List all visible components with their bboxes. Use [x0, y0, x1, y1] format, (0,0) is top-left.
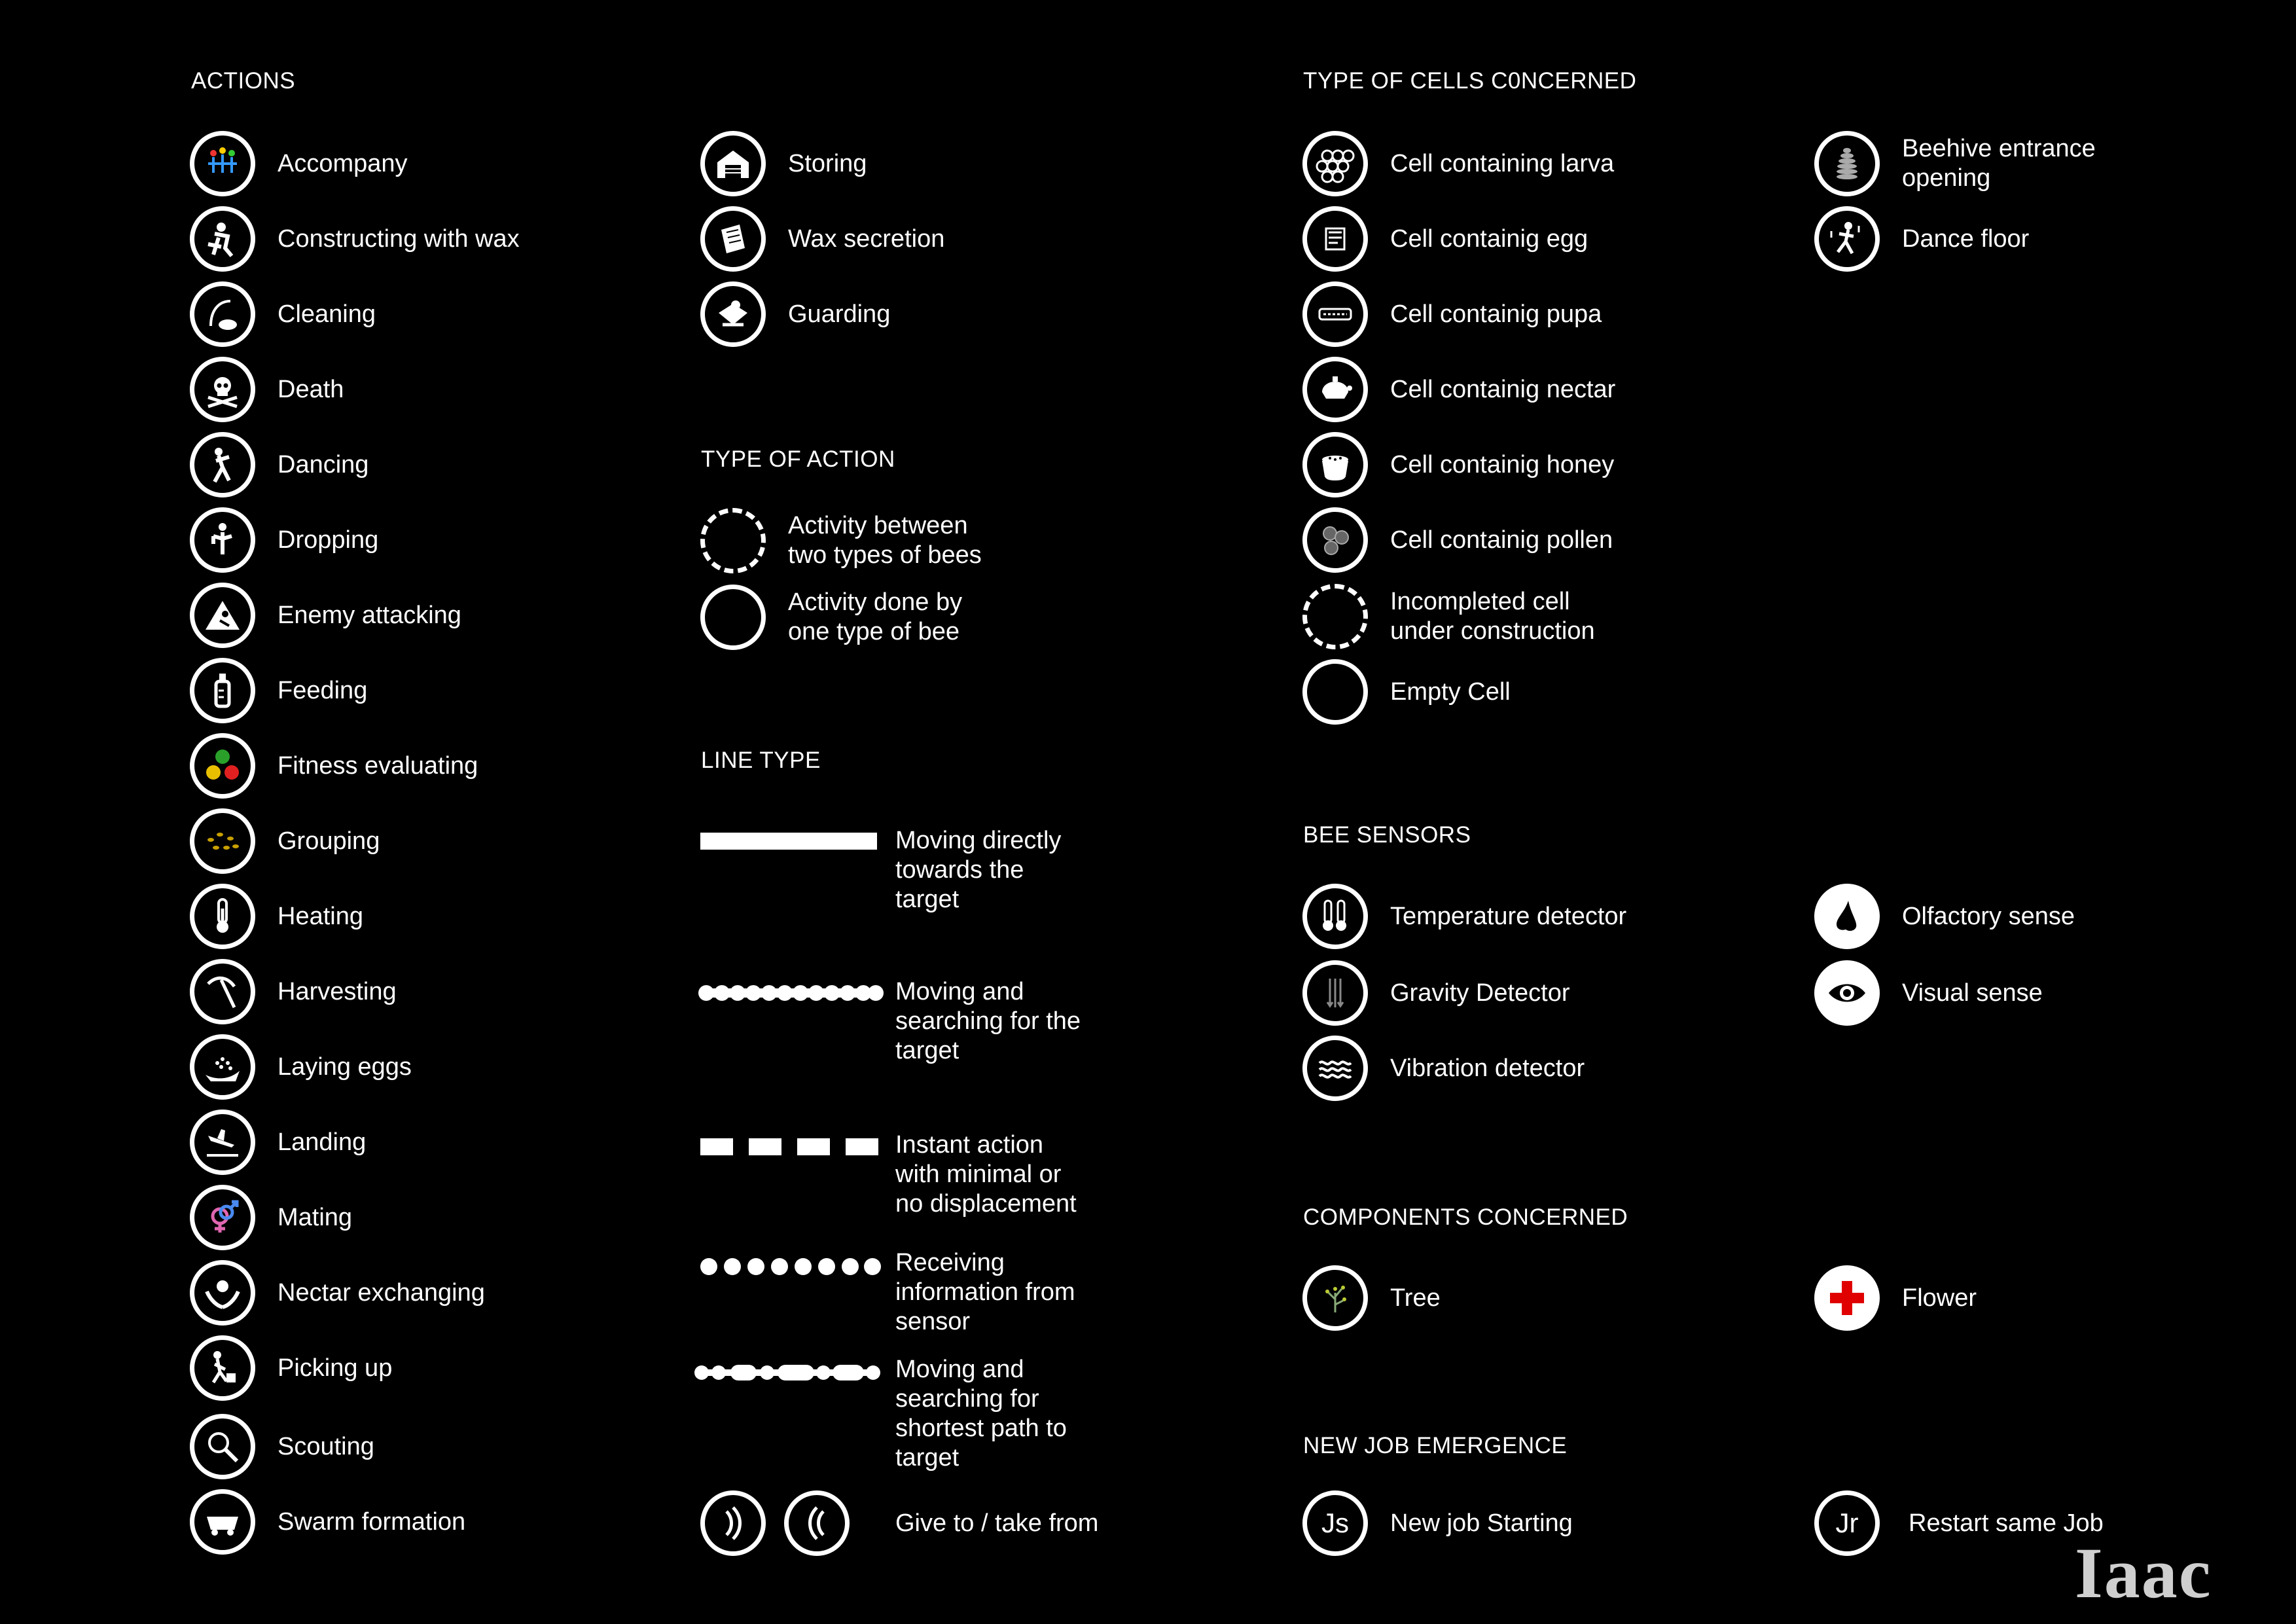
nose-icon: [1814, 884, 1880, 949]
sensor-label: Olfactory sense: [1902, 902, 2075, 930]
gravity-icon: [1302, 960, 1368, 1026]
traffic-light-icon: [190, 733, 255, 799]
cell-label: Cell containig egg: [1390, 225, 1588, 253]
component-label: Tree: [1390, 1284, 1441, 1312]
line-label: Receiving information from sensor: [895, 1249, 1075, 1335]
take-icon: [784, 1490, 850, 1556]
sensor-temperature: [1302, 884, 1626, 949]
magnifier-icon: [190, 1414, 255, 1479]
sensor-visual: [1814, 960, 2043, 1026]
job-label: New job Starting: [1390, 1509, 1573, 1537]
line-label: Give to / take from: [895, 1509, 1099, 1537]
wax-icon: [700, 206, 766, 272]
red-cross-icon: [1814, 1265, 1880, 1331]
dance-floor-icon: [1814, 206, 1880, 272]
jr-icon: Jr: [1814, 1490, 1880, 1556]
beehive-icon: [1814, 131, 1880, 196]
action-label: Dancing: [278, 450, 369, 478]
action-label: Constructing with wax: [278, 225, 520, 253]
cell-label: Beehive entrance opening: [1902, 135, 2096, 192]
action-item-enemy: [190, 583, 461, 648]
component-label: Flower: [1902, 1284, 1977, 1312]
action-label: Mating: [278, 1203, 353, 1231]
bees-group-icon: [190, 808, 255, 874]
action-item-dropping: [190, 507, 378, 573]
dashed-circle-icon: [700, 508, 766, 573]
action-label: Harvesting: [278, 977, 397, 1005]
sensor-gravity: [1302, 960, 1570, 1026]
actions-header: ACTIONS: [191, 68, 296, 94]
action-item-dancing: [190, 432, 368, 497]
action-item-death: [190, 357, 344, 422]
solid-circle-icon: [700, 585, 766, 650]
larva-icon: [1302, 131, 1368, 196]
pupa-icon: [1302, 281, 1368, 347]
attack-icon: [190, 583, 255, 648]
action-item-nectar: [190, 1260, 485, 1326]
cell-label: Cell containig pupa: [1390, 300, 1602, 328]
eggs-hand-icon: [190, 1034, 255, 1100]
action-label: Nectar exchanging: [278, 1278, 485, 1307]
drop-person-icon: [190, 507, 255, 573]
component-flower: [1814, 1265, 1977, 1331]
job-new: [1302, 1490, 1573, 1556]
tree-icon: [1302, 1265, 1368, 1331]
js-icon: Js: [1302, 1490, 1368, 1556]
action-item-picking-up: [190, 1335, 392, 1401]
cell-empty: [1302, 659, 1511, 725]
line-label: Moving and searching for shortest path to target: [895, 1356, 1067, 1471]
iaac-logo: Iaac: [2075, 1533, 2212, 1613]
cell-label: Incompleted cell under construction: [1390, 588, 1595, 645]
action-label: Heating: [278, 902, 363, 930]
honey-pot-icon: [1302, 432, 1368, 497]
action-label: Guarding: [788, 300, 891, 328]
action-item-fitness: [190, 733, 478, 799]
cell-label: Cell containig honey: [1390, 450, 1615, 478]
empty-circle-icon: [1302, 659, 1368, 725]
cell-pollen: [1302, 507, 1613, 573]
line-beads: [698, 982, 885, 1004]
action-item-storing: [700, 131, 867, 196]
action-label: Fitness evaluating: [278, 751, 478, 780]
components-header: COMPONENTS CONCERNED: [1303, 1204, 1628, 1230]
line-label: Moving and searching for the target: [895, 978, 1081, 1064]
cell-dance-floor: [1814, 206, 2029, 272]
pickaxe-icon: [190, 959, 255, 1024]
line-solid: [700, 831, 878, 851]
line-mixed: [692, 1362, 885, 1384]
action-label: Laying eggs: [278, 1053, 412, 1081]
action-label: Swarm formation: [278, 1507, 466, 1536]
action-label: Dropping: [278, 526, 379, 554]
type-of-action-single: [700, 585, 962, 650]
action-label: Landing: [278, 1128, 367, 1156]
plane-landing-icon: [190, 1110, 255, 1175]
action-label: Cleaning: [278, 300, 376, 328]
cell-larva: [1302, 131, 1614, 196]
action-item-feeding: [190, 658, 367, 723]
egg-icon: [1302, 206, 1368, 272]
cell-label: Cell containing larva: [1390, 149, 1615, 177]
action-label: Picking up: [278, 1354, 393, 1382]
garage-icon: [700, 131, 766, 196]
sensor-olfactory: [1814, 884, 2075, 949]
action-item-swarm: [190, 1489, 465, 1555]
cell-nectar: [1302, 357, 1615, 422]
action-item-wax-secretion: [700, 206, 944, 272]
nectar-icon: [1302, 357, 1368, 422]
action-item-landing: [190, 1110, 366, 1175]
action-label: Accompany: [278, 149, 408, 177]
gender-icon: [190, 1185, 255, 1250]
action-item-mating: [190, 1185, 352, 1250]
dashed-circle-icon: [1302, 584, 1368, 649]
guard-icon: [700, 281, 766, 347]
temperature-icon: [1302, 884, 1368, 949]
builder-icon: [190, 206, 255, 272]
pollen-icon: [1302, 507, 1368, 573]
type-of-action-between: [700, 508, 982, 573]
cell-label: Cell containig nectar: [1390, 375, 1616, 403]
waves-icon: [1302, 1036, 1368, 1101]
hands-icon: [190, 1260, 255, 1326]
sensor-label: Vibration detector: [1390, 1054, 1585, 1082]
action-label: Grouping: [278, 827, 380, 855]
type-of-cells-header: TYPE OF CELLS C0NCERNED: [1303, 68, 1637, 94]
give-icon: [700, 1490, 766, 1556]
action-item-harvesting: [190, 959, 397, 1024]
cell-label: Dance floor: [1902, 225, 2030, 253]
give-take-icons: [700, 1490, 850, 1556]
component-tree: [1302, 1265, 1441, 1331]
eye-icon: [1814, 960, 1880, 1026]
line-type-header: LINE TYPE: [701, 748, 821, 773]
pickup-icon: [190, 1335, 255, 1401]
cell-label: Empty Cell: [1390, 677, 1511, 706]
action-label: Feeding: [278, 676, 368, 704]
skull-icon: [190, 357, 255, 422]
cell-pupa: [1302, 281, 1602, 347]
type-of-action-label: Activity done by one type of bee: [788, 588, 963, 645]
sensor-label: Gravity Detector: [1390, 979, 1570, 1007]
people-icon: [190, 131, 255, 196]
dancers-icon: [190, 432, 255, 497]
sensor-vibration: [1302, 1036, 1585, 1101]
action-label: Death: [278, 375, 344, 403]
action-item-heating: [190, 884, 363, 949]
cell-honey: [1302, 432, 1614, 497]
action-item-accompany: [190, 131, 408, 196]
swarm-icon: [190, 1489, 255, 1555]
action-label: Wax secretion: [788, 225, 945, 253]
cell-label: Cell containig pollen: [1390, 526, 1613, 554]
line-label: Moving directly towards the target: [895, 827, 1062, 913]
action-item-guarding: [700, 281, 890, 347]
line-label: Instant action with minimal or no displacement: [895, 1131, 1077, 1218]
thermometer-icon: [190, 884, 255, 949]
action-item-grouping: [190, 808, 380, 874]
sensor-label: Visual sense: [1902, 979, 2043, 1007]
action-label: Enemy attacking: [278, 601, 461, 629]
type-of-action-label: Activity between two types of bees: [788, 512, 982, 569]
cell-beehive-entrance: [1814, 131, 2096, 196]
bee-sensors-header: BEE SENSORS: [1303, 822, 1471, 848]
new-job-header: NEW JOB EMERGENCE: [1303, 1433, 1568, 1458]
action-item-scouting: [190, 1414, 374, 1479]
cell-egg: [1302, 206, 1588, 272]
action-label: Storing: [788, 149, 867, 177]
action-item-laying-eggs: [190, 1034, 412, 1100]
line-dashes: [700, 1137, 878, 1157]
job-label: Restart same Job: [1909, 1509, 2104, 1537]
job-restart: [1814, 1490, 2104, 1556]
sensor-label: Temperature detector: [1390, 902, 1627, 930]
line-dots: [698, 1255, 884, 1278]
action-item-constructing: [190, 206, 520, 272]
cell-incomplete: [1302, 584, 1595, 649]
bottle-icon: [190, 658, 255, 723]
action-label: Scouting: [278, 1432, 374, 1460]
action-item-cleaning: [190, 281, 376, 347]
vacuum-icon: [190, 281, 255, 347]
type-of-action-header: TYPE OF ACTION: [701, 446, 895, 472]
